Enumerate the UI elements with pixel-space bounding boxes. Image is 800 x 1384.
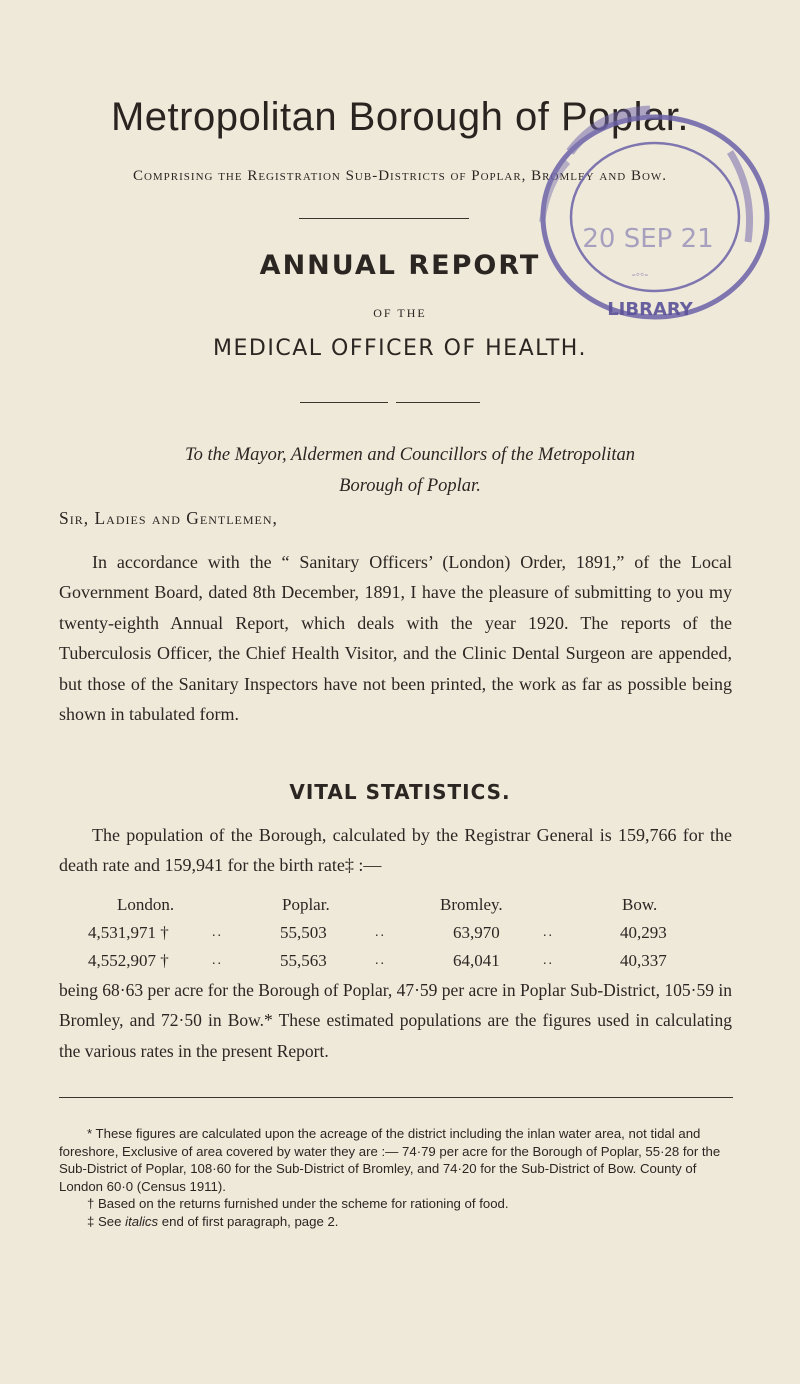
table-header: Bow.: [622, 895, 658, 914]
footnote-ddagger-prefix: ‡ See: [87, 1213, 126, 1229]
density-paragraph: being 68·63 per acre for the Borough of Poplar, 47·59 per acre in Poplar Sub-District, 105·59 in Bromley, and 72·50 in Bow.* These estimated populations are the figures used in calculating the various rates in the present Report.: [59, 980, 732, 1061]
table-header: London.: [117, 895, 175, 914]
table-separator: ..: [375, 925, 386, 940]
stamp-library-label: LIBRARY: [607, 299, 693, 320]
table-cell: 55,503: [280, 923, 327, 942]
population-intro: The population of the Borough, calculated by the Registrar General is 159,766 for the death rate and 159,941 for the birth rate‡ :—: [59, 825, 732, 876]
table-cell: 4,552,907 †: [88, 951, 169, 970]
divider-middle-right: [396, 402, 480, 403]
footnote-ddagger-suffix: end of first paragraph, page 2.: [158, 1213, 339, 1229]
officer-title: MEDICAL OFFICER OF HEALTH.: [213, 336, 587, 361]
library-stamp-icon: [520, 92, 775, 332]
footnote-ddagger: [59, 1213, 732, 1231]
footnotes: [59, 1125, 732, 1231]
divider-middle-left: [300, 402, 388, 403]
table-cell: 40,337: [620, 951, 667, 970]
footnote-divider: [59, 1097, 733, 1098]
salutation: Sir, Ladies and Gentlemen,: [59, 508, 278, 528]
report-title: ANNUAL REPORT: [259, 250, 541, 281]
divider-top: [299, 218, 469, 219]
address-line-2: Borough of Poplar.: [339, 476, 481, 496]
table-cell: 64,041: [453, 951, 500, 970]
document-title: Metropolitan Borough of Poplar.: [110, 95, 690, 139]
stamp-date: 20 SEP 21: [582, 224, 714, 254]
table-header: Bromley.: [440, 895, 503, 914]
table-separator: ..: [375, 953, 386, 968]
table-cell: 55,563: [280, 951, 327, 970]
of-the-label: OF THE: [373, 306, 427, 320]
table-header: Poplar.: [282, 895, 330, 914]
footnote-dagger: † Based on the returns furnished under the scheme for rationing of food.: [87, 1196, 509, 1212]
address-block: [100, 440, 720, 502]
table-separator: ..: [543, 925, 554, 940]
table-separator: ..: [212, 953, 223, 968]
intro-paragraph: In accordance with the “ Sanitary Officers’ (London) Order, 1891,” of the Local Government Board, dated 8th December, 1891, I have the pleasure of submitting to you my twenty-eighth Annual Report, which deals with the year 1920. The reports of the Tuberculosis Officer, the Chief Health Visitor, and the Clinic Dental Surgeon are appended, but those of the Sanitary Inspectors have not been printed, the work as far as possible being shown in tabulated form.: [59, 552, 732, 725]
document-subtitle: Comprising the Registration Sub-Districts of Poplar, Bromley and Bow.: [132, 168, 668, 184]
table-cell: 40,293: [620, 923, 667, 942]
table-separator: ..: [212, 925, 223, 940]
footnote-star: * These figures are calculated upon the acreage of the district including the inlan water area, not tidal and foreshore, Exclusive of area covered by water they are :— 74·79 per acre for the Borough of Poplar, 55·28 for the Sub-District of Poplar, 108·60 for the Sub-District of Bromley, and 74·20 for the Sub-District of Bow. County of London 60·0 (Census 1911).: [59, 1126, 721, 1194]
address-line-1: To the Mayor, Aldermen and Councillors of the Metropolitan: [185, 445, 635, 465]
table-cell: 4,531,971 †: [88, 923, 169, 942]
table-separator: ..: [543, 953, 554, 968]
footnote-ddagger-italic: italics: [125, 1213, 159, 1229]
svg-text:-◦◦-: -◦◦-: [631, 267, 649, 281]
table-cell: 63,970: [453, 923, 500, 942]
vital-statistics-heading: VITAL STATISTICS.: [289, 780, 511, 804]
